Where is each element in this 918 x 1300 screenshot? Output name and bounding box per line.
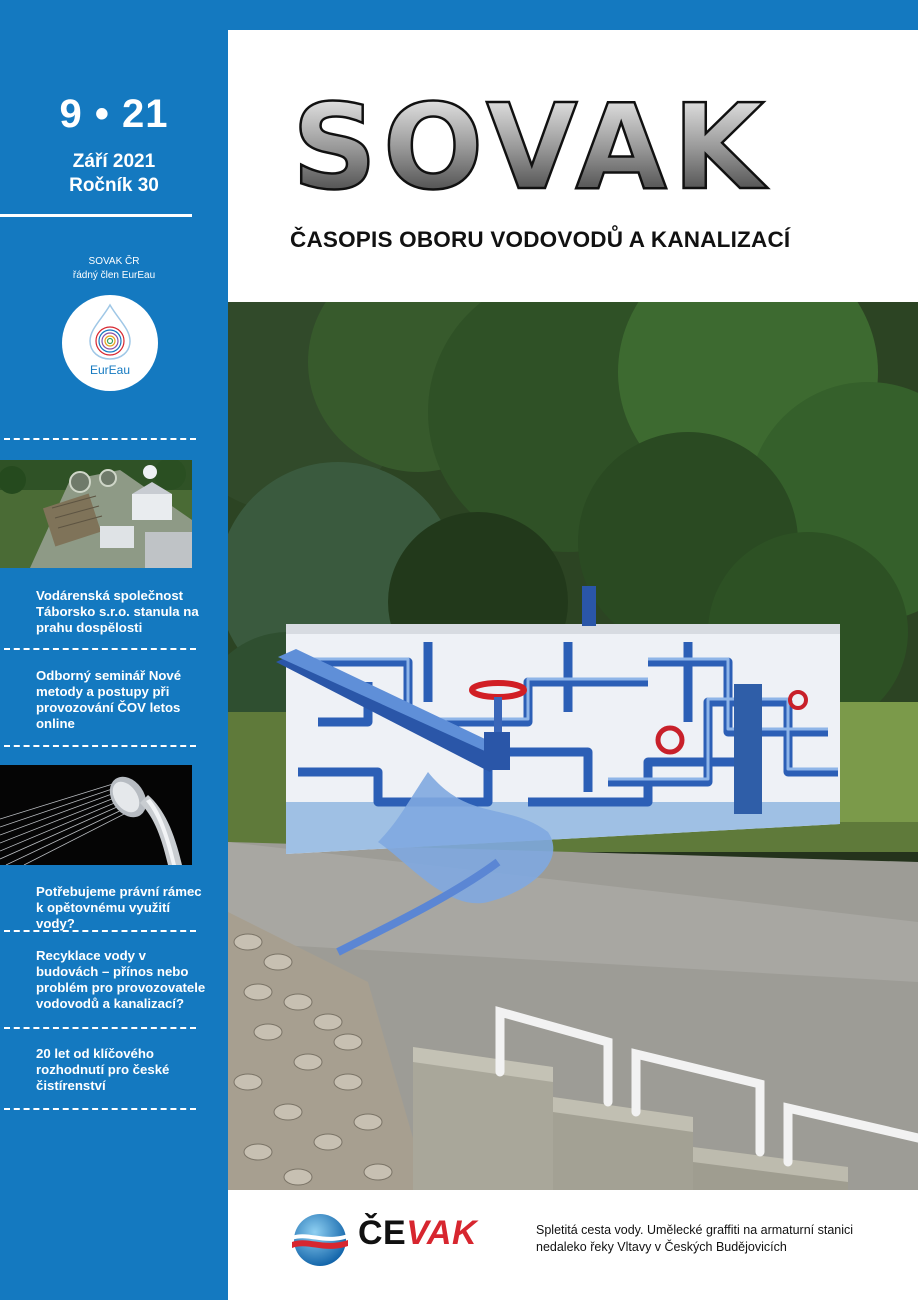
divider — [4, 1027, 196, 1029]
toc-item[interactable]: Vodárenská společnost Táborsko s.r.o. stanula na prahu dospělosti — [36, 588, 199, 635]
brand-prefix: ČE — [358, 1214, 407, 1252]
association-membership: řádný člen EurEau — [72, 270, 156, 281]
eureau-badge — [62, 295, 158, 391]
toc-item[interactable]: Recyklace vody v budovách – přínos nebo problém pro provozovatele vodovodů a kanalizací? — [36, 948, 206, 1011]
cover-photo — [228, 302, 918, 1190]
magazine-subtitle: ČASOPIS OBORU VODOVODŮ A KANALIZACÍ — [290, 227, 791, 252]
issue-number: 9 • 21 — [59, 92, 169, 136]
toc-item[interactable]: Odborný seminář Nové metody a postupy při provozování ČOV letos online — [36, 668, 182, 731]
thumbnail-shower — [0, 765, 192, 865]
sovak-logo — [292, 92, 852, 202]
divider — [4, 745, 196, 747]
association-name: SOVAK ČR — [88, 256, 140, 267]
divider — [0, 214, 192, 217]
toc-item[interactable]: Potřebujeme právní rámec k opětovnému využití vody? — [36, 884, 202, 931]
eureau-label: EurEau — [89, 363, 131, 377]
divider — [4, 648, 196, 650]
cevak-logo-icon — [290, 1212, 350, 1268]
association-note — [0, 255, 228, 283]
divider — [4, 438, 196, 440]
thumbnail-aerial — [0, 460, 192, 568]
divider — [4, 1108, 196, 1110]
cover-caption: Spletitá cesta vody. Umělecké graffiti na armaturní stanici nedaleko řeky Vltavy v Českých Budějovicích — [536, 1223, 854, 1254]
water-drop-icon — [88, 303, 132, 361]
logo-text: SOVAK — [292, 92, 771, 202]
issue-volume: Ročník 30 — [69, 175, 159, 196]
issue-date — [0, 150, 228, 198]
cevak-brand — [358, 1214, 477, 1253]
brand-suffix: VAK — [406, 1214, 477, 1252]
divider — [4, 930, 196, 932]
issue-month-year: Září 2021 — [72, 151, 156, 172]
toc-item[interactable]: 20 let od klíčového rozhodnutí pro české čistírenství — [36, 1046, 170, 1093]
